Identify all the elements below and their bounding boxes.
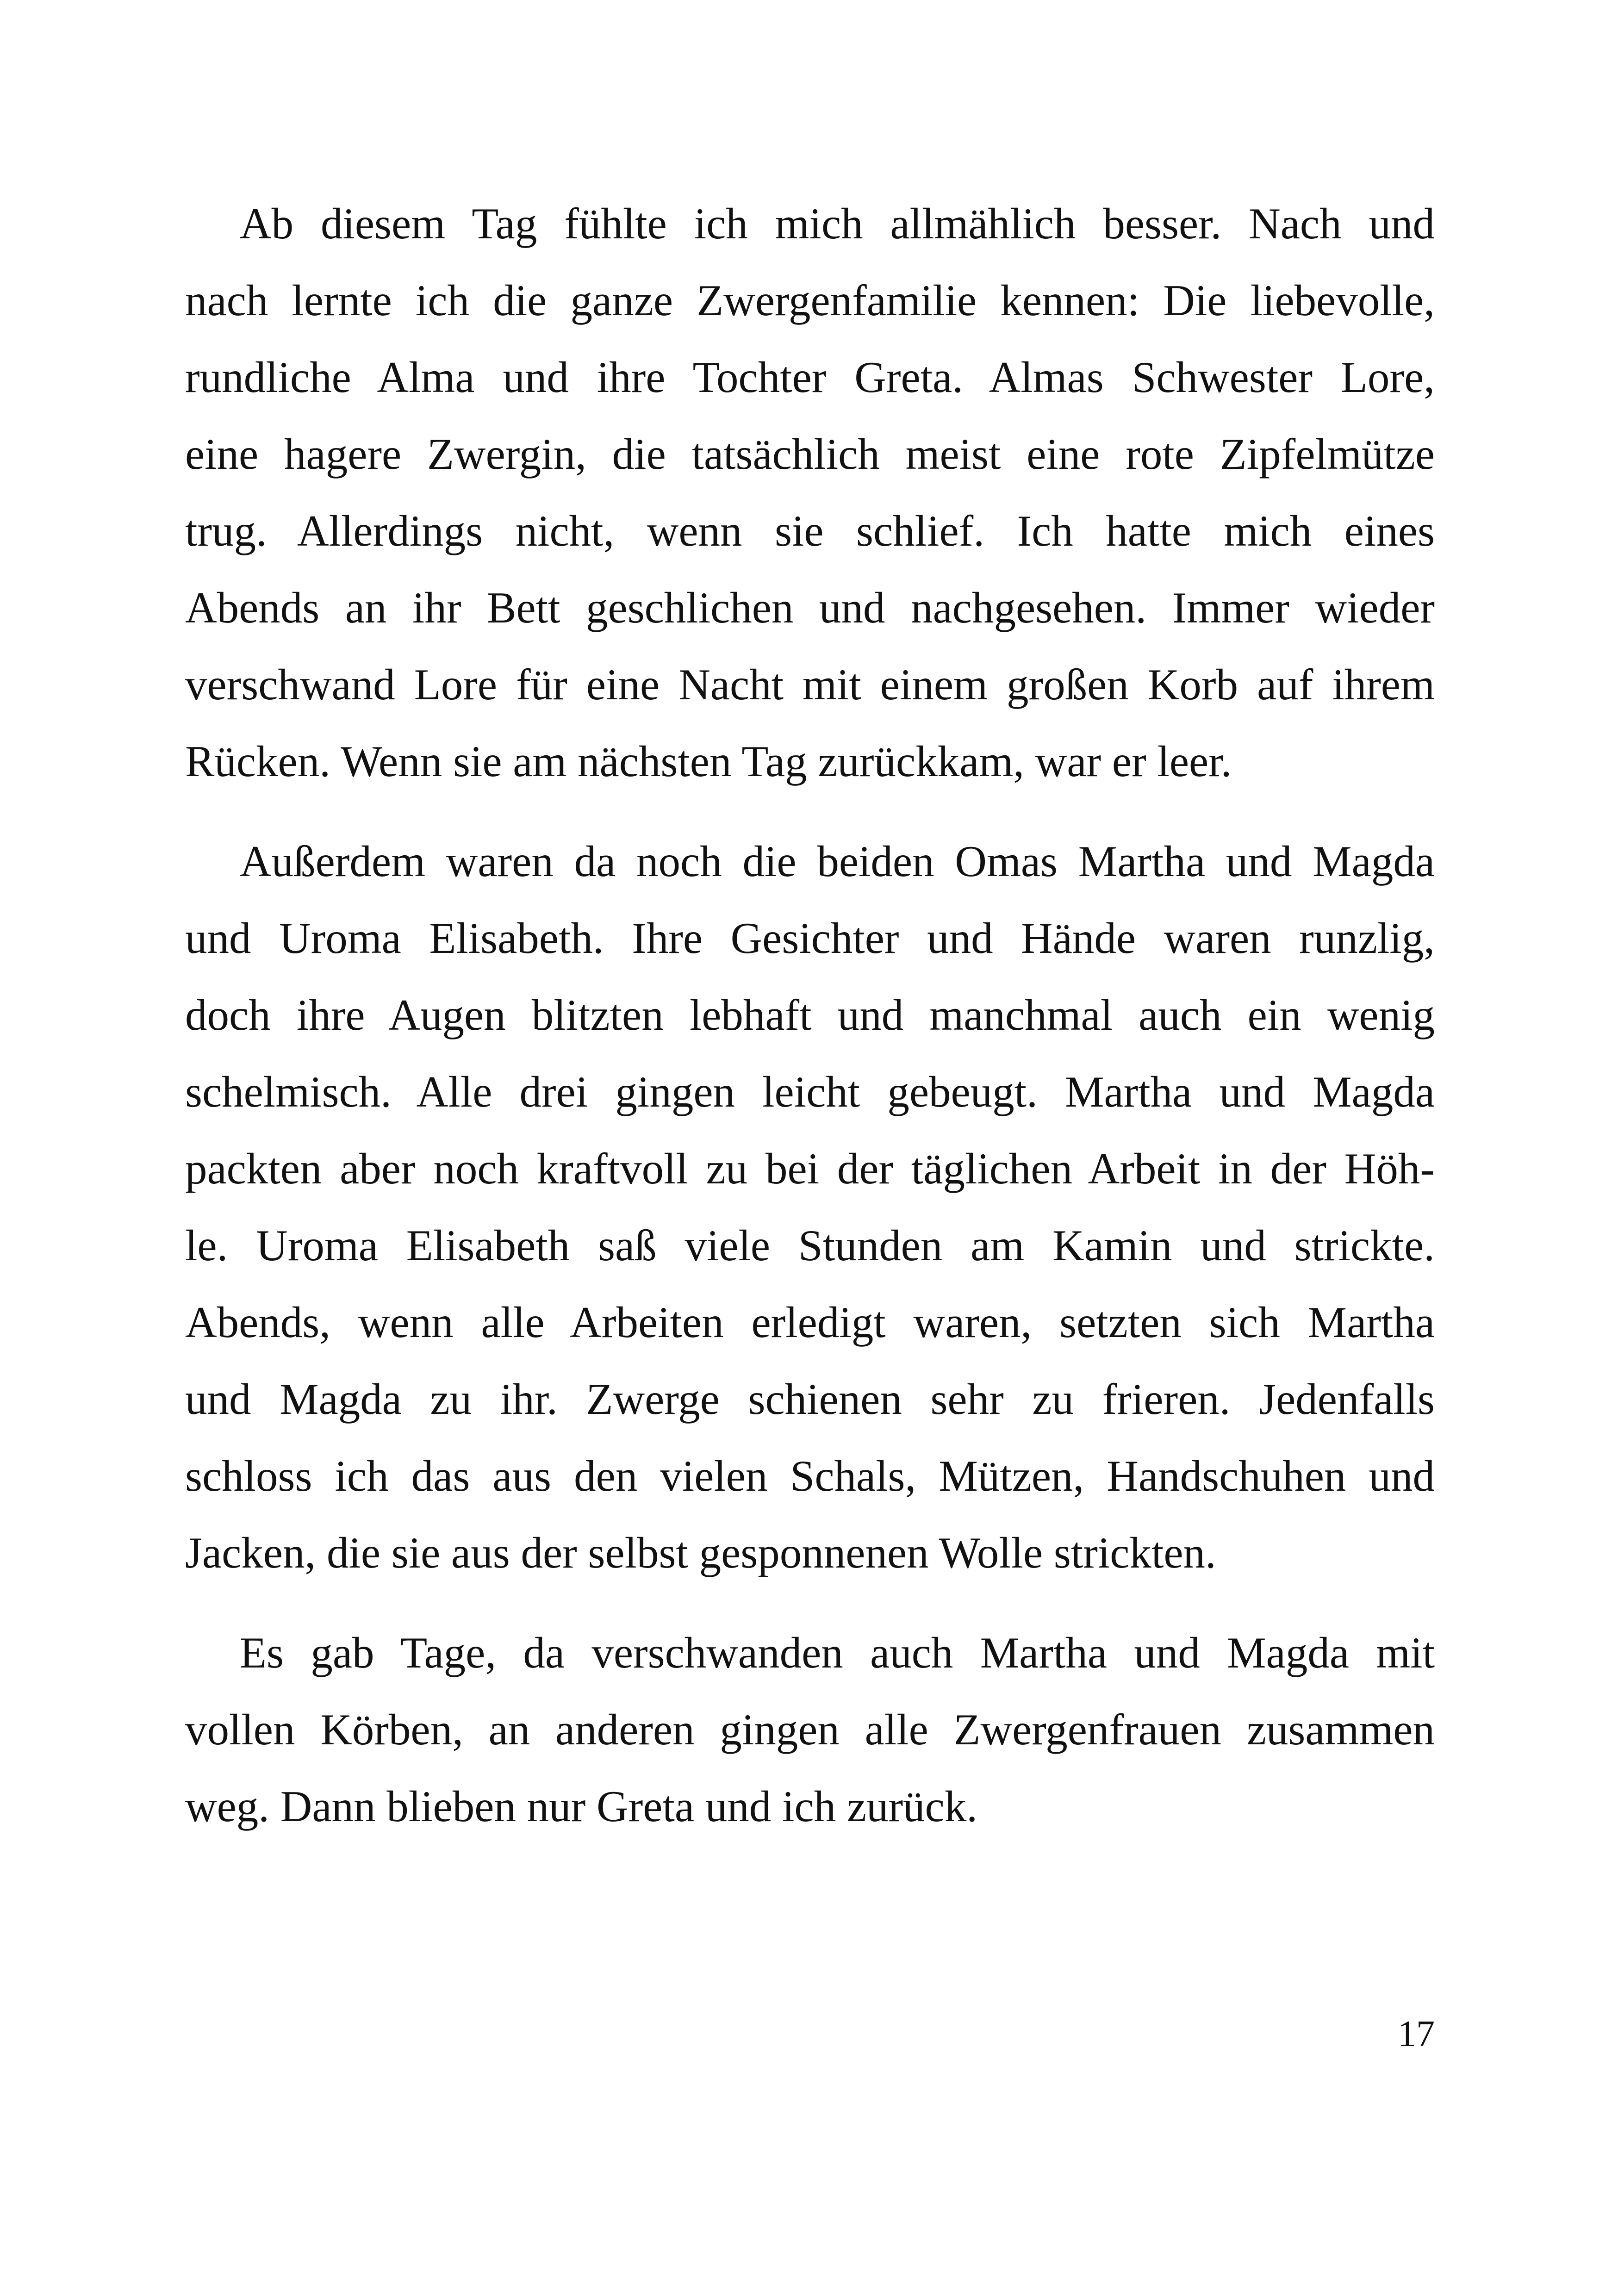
paragraph-spacer (185, 1591, 1435, 1614)
text-line: doch ihre Augen blitzten lebhaft und manchmal auch ein wenig (185, 990, 1435, 1039)
text-line: Rücken. Wenn sie am nächsten Tag zurückkam, war er leer. (185, 737, 1232, 786)
body-text (185, 185, 1435, 1845)
text-line: Ab diesem Tag fühlte ich mich allmählich besser. Nach und (240, 199, 1435, 248)
text-line: packten aber noch kraftvoll zu bei der täglichen Arbeit in der Höh- (185, 1144, 1435, 1193)
text-line: trug. Allerdings nicht, wenn sie schlief. Ich hatte mich eines (185, 506, 1435, 555)
text-line: rundliche Alma und ihre Tochter Greta. Almas Schwester Lore, (185, 353, 1435, 402)
text-line: verschwand Lore für eine Nacht mit einem großen Korb auf ihrem (185, 660, 1435, 709)
text-line: Außerdem waren da noch die beiden Omas Martha und Magda (240, 837, 1435, 886)
text-line: weg. Dann blieben nur Greta und ich zurück. (185, 1782, 978, 1831)
text-line: und Uroma Elisabeth. Ihre Gesichter und Hände waren runzlig, (185, 914, 1435, 963)
text-line: Jacken, die sie aus der selbst gesponnenen Wolle strickten. (185, 1528, 1216, 1577)
text-line: Abends an ihr Bett geschlichen und nachgesehen. Immer wieder (185, 583, 1435, 632)
paragraph-1 (185, 185, 1435, 800)
text-line: eine hagere Zwergin, die tatsächlich meist eine rote Zipfelmütze (185, 429, 1435, 479)
paragraph-spacer (185, 800, 1435, 823)
text-line: nach lernte ich die ganze Zwergenfamilie kennen: Die liebevolle, (185, 276, 1435, 325)
text-line: vollen Körben, an anderen gingen alle Zwergenfrauen zusammen (185, 1705, 1435, 1754)
text-line: schelmisch. Alle drei gingen leicht gebeugt. Martha und Magda (185, 1067, 1435, 1116)
paragraph-3 (185, 1614, 1435, 1845)
text-line: le. Uroma Elisabeth saß viele Stunden am Kamin und strickte. (185, 1221, 1435, 1270)
text-line: schloss ich das aus den vielen Schals, Mützen, Handschuhen und (185, 1451, 1435, 1500)
paragraph-2 (185, 823, 1435, 1591)
text-line: Es gab Tage, da verschwanden auch Martha und Magda mit (240, 1628, 1435, 1677)
text-line: Abends, wenn alle Arbeiten erledigt waren, setzten sich Martha (185, 1298, 1435, 1347)
text-line: und Magda zu ihr. Zwerge schienen sehr zu frieren. Jedenfalls (185, 1375, 1435, 1424)
page-number: 17 (1398, 2014, 1435, 2054)
